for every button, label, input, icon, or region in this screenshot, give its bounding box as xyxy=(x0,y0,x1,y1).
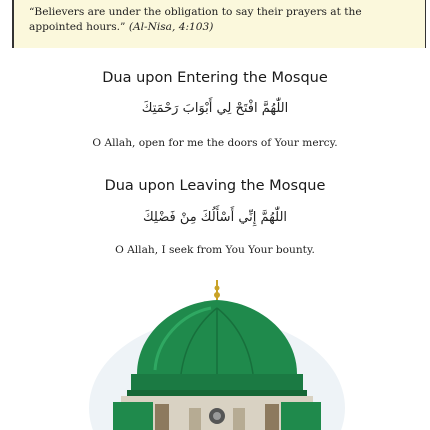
green-dome-icon xyxy=(85,278,349,430)
leaving-dua-translation: O Allah, I seek from You Your bounty. xyxy=(115,244,315,256)
entering-dua-translation: O Allah, open for me the doors of Your mercy. xyxy=(92,137,338,149)
quote-right-bar xyxy=(425,0,427,48)
quote-body: “Believers are under the obligation to say their prayers at the appointed hours.” xyxy=(29,6,362,33)
dome-drum xyxy=(131,374,303,392)
leaving-dua-arabic: اللّٰهُمَّ إِنِّي أَسْأَلُكَ مِنْ فَضْلِكَ xyxy=(142,210,288,225)
quote-box xyxy=(12,0,426,48)
quote-text xyxy=(29,5,409,35)
green-dome-illustration xyxy=(85,278,349,430)
quote-reference: (Al-Nisa, 4:103) xyxy=(128,21,214,33)
entering-dua-heading: Dua upon Entering the Mosque xyxy=(102,70,328,86)
leaving-dua-heading: Dua upon Leaving the Mosque xyxy=(104,178,326,194)
quote-left-bar xyxy=(12,0,14,48)
entering-dua-arabic: اللّٰهُمَّ افْتَحْ لِي أَبْوَابَ رَحْمَتِكَ xyxy=(141,101,289,116)
